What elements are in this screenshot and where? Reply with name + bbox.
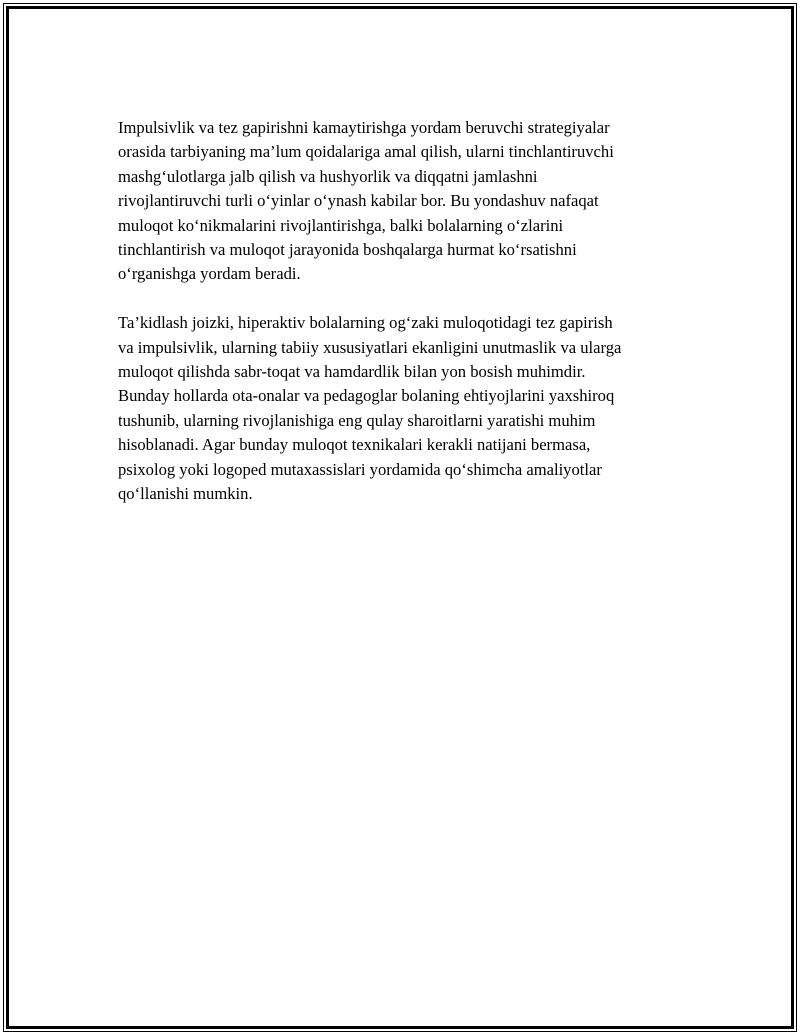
paragraph-1: Impulsivlik va tez gapirishni kamaytirishga yordam beruvchi strategiyalar orasida tarbiyaning ma’lum qoidalariga amal qilish, ularni tinchlantiruvchi mashg‘ulotlarga jalb qilish va hushyorlik va diqqatni jamlashni rivojlantiruvchi turli o‘yinlar o‘ynash kabilar bor. Bu yondashuv nafaqat muloqot ko‘nikmalarini rivojlantirishga, balki bolalarning o‘zlarini tinchlantirish va muloqot jarayonida boshqalarga hurmat ko‘rsatishni o‘rganishga yordam beradi. [118, 118, 614, 284]
document-body [118, 116, 688, 531]
paragraph-2: Ta’kidlash joizki, hiperaktiv bolalarning og‘zaki muloqotidagi tez gapirish va impulsivlik, ularning tabiiy xususiyatlari ekanligini unutmaslik va ularga muloqot qilishda sabr-toqat va hamdardlik bilan yon bosish muhimdir. Bunday hollarda ota-onalar va pedagoglar bolaning ehtiyojlarini yaxshiroq tushunib, ularning rivojlanishiga eng qulay sharoitlarni yaratishi muhim hisoblanadi. Agar bunday muloqot texnikalari kerakli natijani bermasa, psixolog yoki logoped mutaxassislari yordamida qo‘shimcha amaliyotlar qo‘llanishi mumkin. [118, 313, 622, 504]
